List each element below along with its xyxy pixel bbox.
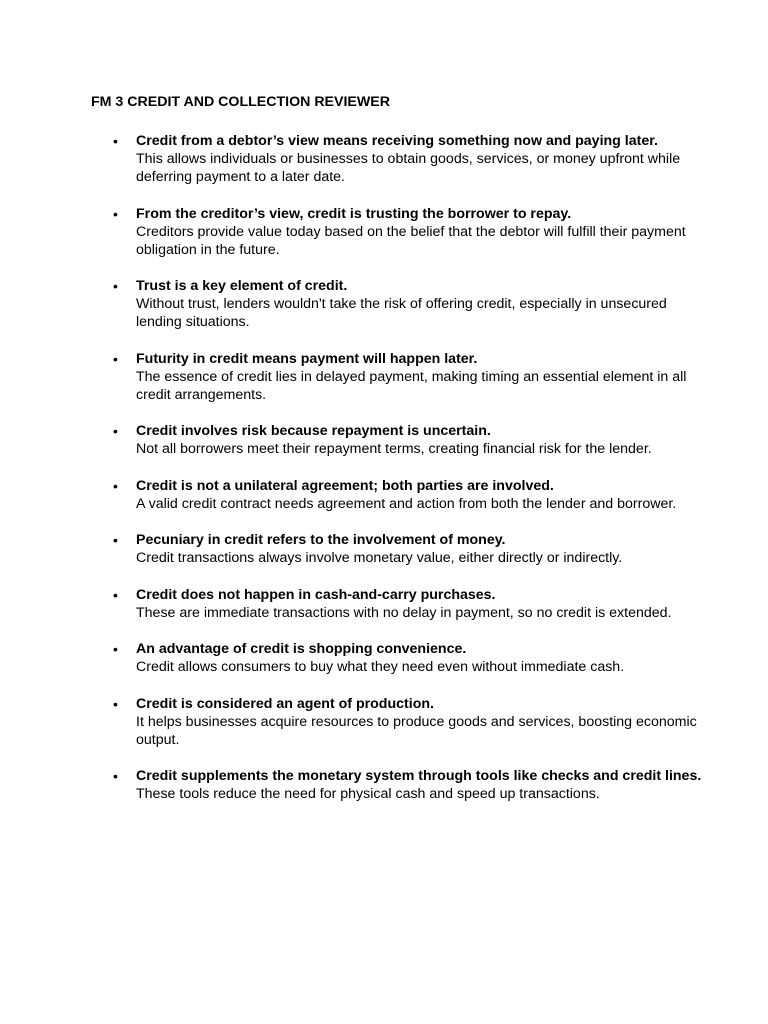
item-heading: Credit from a debtor’s view means receiving something now and paying later. <box>136 133 658 149</box>
bullet-icon: • <box>113 278 118 294</box>
item-heading: Credit does not happen in cash-and-carry purchases. <box>136 586 496 603</box>
item-description: Not all borrowers meet their repayment terms, creating financial risk for the lender. <box>136 441 652 457</box>
item-heading: Trust is a key element of credit. <box>136 278 348 294</box>
list-item <box>91 640 708 676</box>
list-item <box>91 767 708 803</box>
item-heading: Pecuniary in credit refers to the involvement of money. <box>136 532 506 548</box>
bullet-icon: • <box>113 586 118 603</box>
item-heading: Futurity in credit means payment will happen later. <box>136 350 478 367</box>
item-heading: Credit is not a unilateral agreement; both parties are involved. <box>136 477 554 494</box>
bullet-icon: • <box>113 205 118 222</box>
item-heading: From the creditor’s view, credit is trusting the borrower to repay. <box>136 205 572 222</box>
list-item <box>91 350 708 404</box>
item-heading: An advantage of credit is shopping convenience. <box>136 641 467 657</box>
item-description: These are immediate transactions with no delay in payment, so no credit is extended. <box>136 604 672 621</box>
bullet-icon: • <box>113 532 118 548</box>
list-item <box>91 531 708 567</box>
list-item <box>91 205 708 259</box>
item-description: It helps businesses acquire resources to produce goods and services, boosting economic output. <box>136 713 697 748</box>
bullet-icon: • <box>113 423 118 439</box>
item-heading: Credit involves risk because repayment is uncertain. <box>136 423 491 439</box>
item-heading: Credit is considered an agent of production. <box>136 695 434 712</box>
item-description: Without trust, lenders wouldn't take the risk of offering credit, especially in unsecured lending situations. <box>136 296 667 330</box>
list-item <box>91 586 708 622</box>
bullet-icon: • <box>113 477 118 494</box>
item-description: These tools reduce the need for physical cash and speed up transactions. <box>136 786 600 802</box>
list-item <box>91 695 708 749</box>
bullet-icon: • <box>113 768 118 784</box>
item-description: A valid credit contract needs agreement and action from both the lender and borrower. <box>136 495 677 512</box>
item-description: The essence of credit lies in delayed payment, making timing an essential element in all credit arrangements. <box>136 368 687 403</box>
item-heading: Credit supplements the monetary system through tools like checks and credit lines. <box>136 768 702 784</box>
document-title: FM 3 CREDIT AND COLLECTION REVIEWER <box>91 94 390 110</box>
item-description: Creditors provide value today based on the belief that the debtor will fulfill their payment obligation in the future. <box>136 223 686 258</box>
item-description: This allows individuals or businesses to obtain goods, services, or money upfront while deferring payment to a later date. <box>136 151 681 185</box>
bullet-icon: • <box>113 133 118 149</box>
reviewer-list <box>91 132 708 803</box>
item-description: Credit allows consumers to buy what they need even without immediate cash. <box>136 659 625 675</box>
list-item <box>91 477 708 513</box>
list-item <box>91 132 708 186</box>
bullet-icon: • <box>113 695 118 712</box>
bullet-icon: • <box>113 350 118 367</box>
item-description: Credit transactions always involve monetary value, either directly or indirectly. <box>136 550 623 566</box>
bullet-icon: • <box>113 641 118 657</box>
list-item <box>91 422 708 458</box>
list-item <box>91 277 708 331</box>
